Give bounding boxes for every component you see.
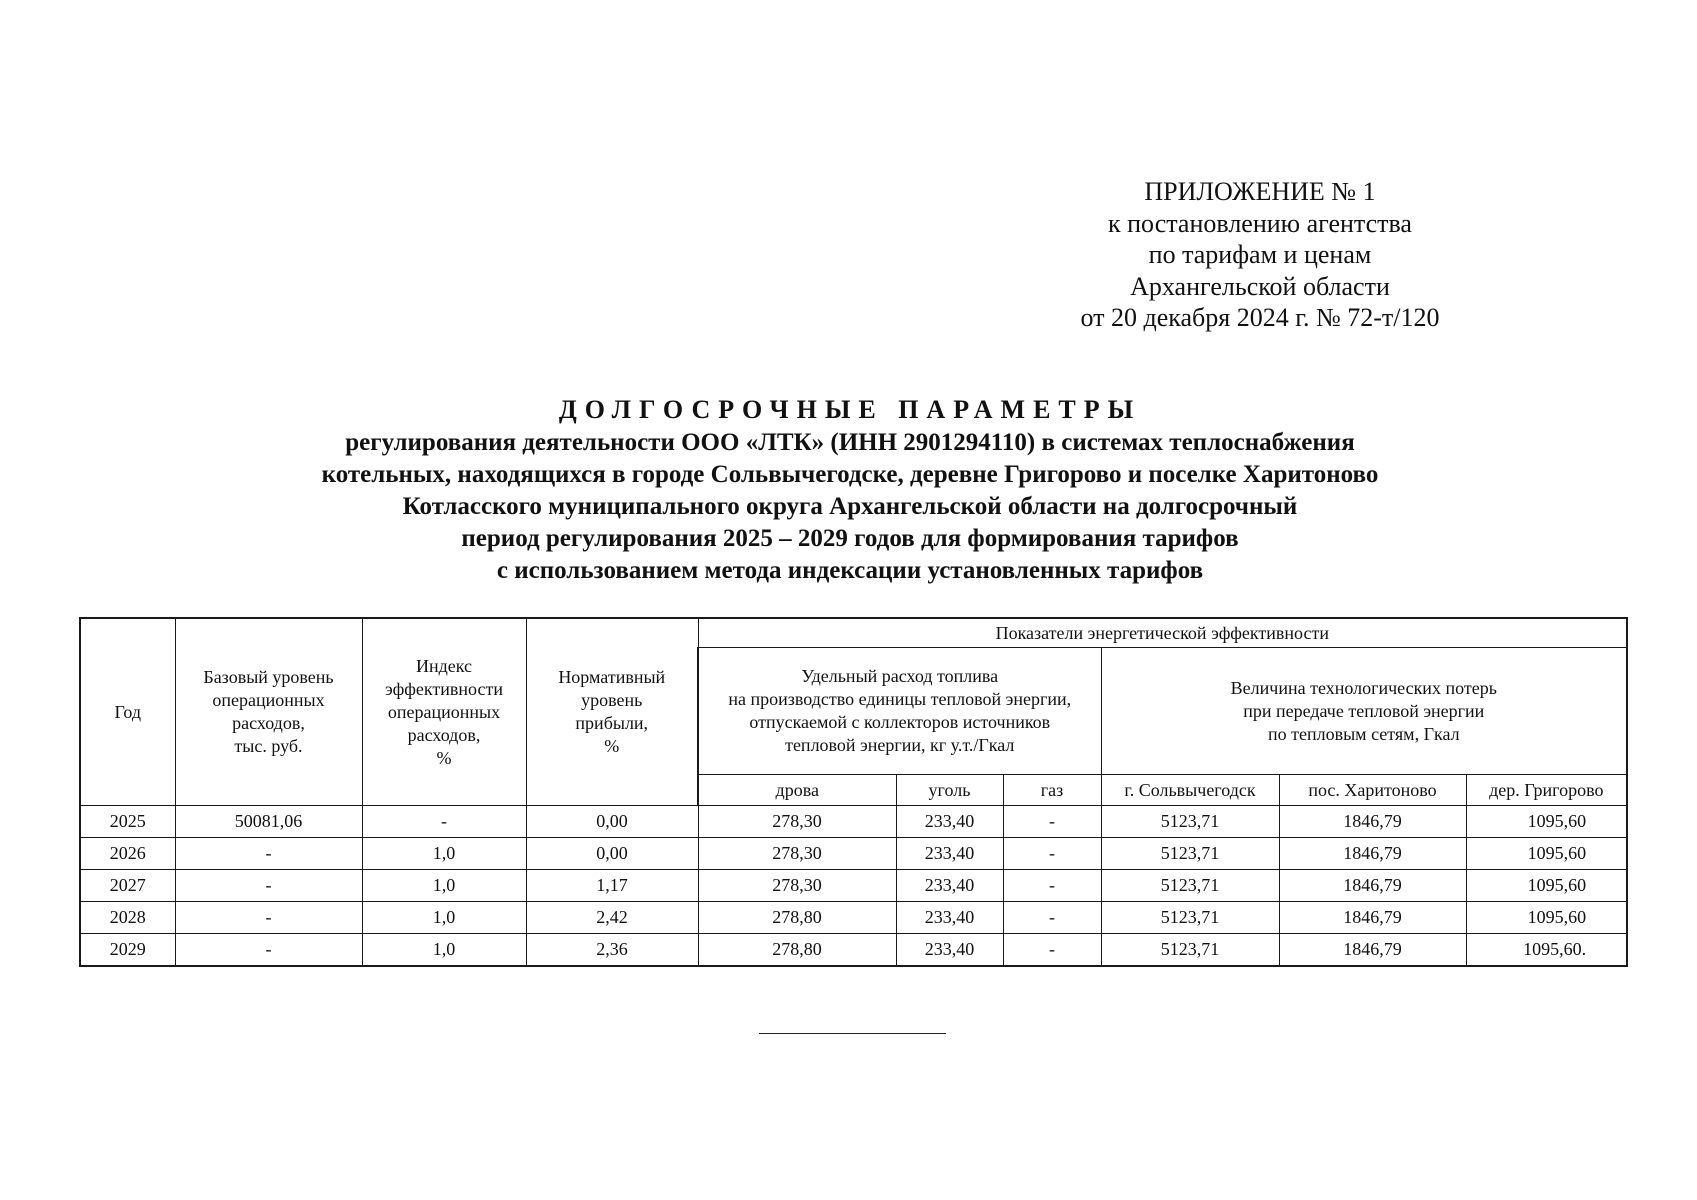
cell-grigorovo: 1095,60. [1466,934,1627,967]
header-line: тепловой энергии, кг у.т./Гкал [785,735,1015,755]
cell-coal: 233,40 [896,838,1003,870]
cell-gas: - [1003,870,1101,902]
header-line: % [604,736,620,756]
cell-year: 2027 [80,870,175,902]
cell-efficiency-index: 1,0 [362,934,526,967]
table-row [80,806,1627,838]
header-line: расходов, [232,713,305,733]
cell-base-level: - [175,838,362,870]
cell-base-level: - [175,902,362,934]
document-subtitle-line: с использованием метода индексации установленных тарифов [496,557,1204,584]
cell-year: 2025 [80,806,175,838]
header-year: Год [80,618,175,806]
cell-grigorovo: 1095,60 [1466,806,1627,838]
cell-solvychegodsk: 5123,71 [1101,934,1279,967]
header-solvychegodsk: г. Сольвычегодск [1101,775,1279,806]
header-grigorovo: дер. Григорово [1466,775,1627,806]
header-line: Нормативный [558,667,666,687]
cell-coal: 233,40 [896,806,1003,838]
cell-wood: 278,80 [698,934,896,967]
cell-solvychegodsk: 5123,71 [1101,806,1279,838]
cell-coal: 233,40 [896,902,1003,934]
cell-base-level: 50081,06 [175,806,362,838]
table-row [80,838,1627,870]
cell-wood: 278,30 [698,838,896,870]
header-coal: уголь [896,775,1003,806]
header-line: уровень [581,690,643,710]
cell-wood: 278,80 [698,902,896,934]
cell-coal: 233,40 [896,870,1003,902]
cell-base-level: - [175,870,362,902]
cell-grigorovo: 1095,60 [1466,870,1627,902]
appendix-region: Архангельской области [1130,271,1390,301]
cell-gas: - [1003,806,1101,838]
header-wood: дрова [698,775,896,806]
header-line: операционных [212,690,325,710]
cell-year: 2028 [80,902,175,934]
header-line: Удельный расход топлива [801,666,999,686]
header-line: эффективности [385,678,503,699]
header-fuel-consumption [698,648,1101,775]
table-row [80,934,1627,967]
cell-year: 2026 [80,838,175,870]
cell-base-level: - [175,934,362,967]
cell-efficiency-index: - [362,806,526,838]
table-row [80,902,1627,934]
document-heading [200,393,1500,587]
cell-kharitonovo: 1846,79 [1279,806,1466,838]
document-title: ДОЛГОСРОЧНЫЕ ПАРАМЕТРЫ [558,395,1142,424]
cell-profit-level: 2,36 [526,934,698,967]
cell-kharitonovo: 1846,79 [1279,934,1466,967]
cell-year: 2029 [80,934,175,967]
header-line: расходов, [407,724,481,745]
header-base-level [175,618,362,806]
appendix-block [1060,176,1460,334]
cell-profit-level: 1,17 [526,870,698,902]
header-line: операционных [387,701,501,722]
cell-kharitonovo: 1846,79 [1279,838,1466,870]
appendix-number: ПРИЛОЖЕНИЕ № 1 [1144,177,1376,206]
cell-efficiency-index: 1,0 [362,870,526,902]
document-subtitle-line: котельных, находящихся в городе Сольвычегодске, деревне Григорово и поселке Харитоново [321,461,1379,488]
cell-solvychegodsk: 5123,71 [1101,838,1279,870]
appendix-reference: к постановлению агентства [1108,208,1412,238]
header-line: % [436,747,452,768]
cell-profit-level: 0,00 [526,806,698,838]
cell-grigorovo: 1095,60 [1466,902,1627,934]
table-row [80,870,1627,902]
header-line: при передаче тепловой энергии [1243,700,1485,721]
cell-profit-level: 2,42 [526,902,698,934]
header-line: Индекс [415,655,473,676]
end-divider-line [759,1033,946,1034]
header-heat-losses [1101,648,1627,775]
appendix-date-number: от 20 декабря 2024 г. № 72-т/120 [1080,303,1440,332]
header-line: по тепловым сетям, Гкал [1267,723,1460,744]
cell-wood: 278,30 [698,870,896,902]
cell-gas: - [1003,902,1101,934]
header-line: отпускаемой с коллекторов источников [749,712,1051,732]
document-subtitle-line: период регулирования 2025 – 2029 годов для формирования тарифов [461,525,1239,552]
cell-efficiency-index: 1,0 [362,838,526,870]
cell-kharitonovo: 1846,79 [1279,902,1466,934]
header-energy-efficiency: Показатели энергетической эффективности [698,618,1627,648]
document-subtitle-line: Котласского муниципального округа Архангельской области на долгосрочный [402,493,1298,520]
header-line: прибыли, [575,713,649,733]
cell-kharitonovo: 1846,79 [1279,870,1466,902]
appendix-agency: по тарифам и ценам [1148,240,1372,269]
cell-coal: 233,40 [896,934,1003,967]
header-line: Величина технологических потерь [1230,677,1497,698]
document-subtitle-line: регулирования деятельности ООО «ЛТК» (ИНН 2901294110) в системах теплоснабжения [345,429,1355,456]
header-line: на производство единицы тепловой энергии, [728,689,1072,709]
cell-gas: - [1003,934,1101,967]
header-gas: газ [1003,775,1101,806]
header-line: тыс. руб. [234,736,303,756]
cell-grigorovo: 1095,60 [1466,838,1627,870]
cell-solvychegodsk: 5123,71 [1101,870,1279,902]
cell-solvychegodsk: 5123,71 [1101,902,1279,934]
parameters-table [79,617,1628,967]
cell-gas: - [1003,838,1101,870]
cell-efficiency-index: 1,0 [362,902,526,934]
header-profit-level [526,618,698,806]
cell-wood: 278,30 [698,806,896,838]
cell-profit-level: 0,00 [526,838,698,870]
header-line: Базовый уровень [203,667,334,687]
header-kharitonovo: пос. Харитоново [1279,775,1466,806]
header-efficiency-index [362,618,526,806]
